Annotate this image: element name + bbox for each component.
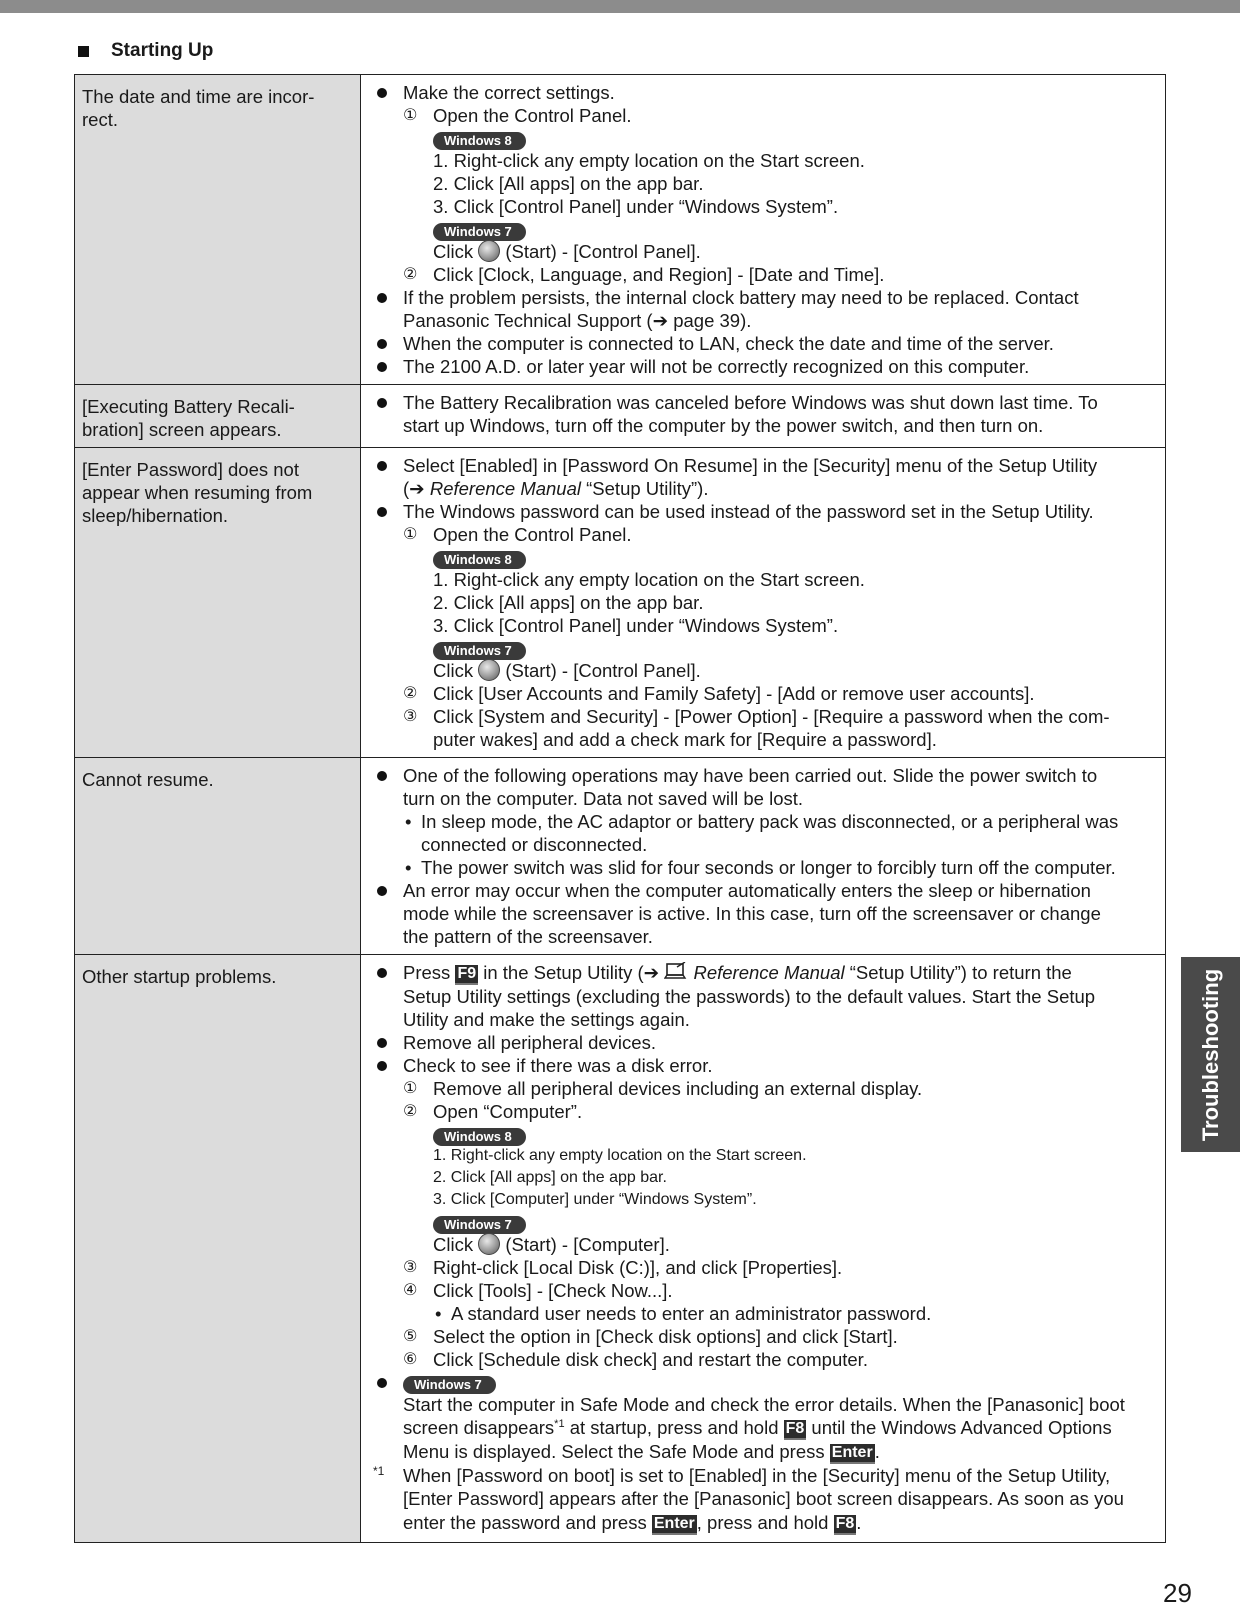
table-row — [75, 955, 1166, 1543]
table-row — [75, 758, 1166, 955]
step-number-3: ③ — [403, 708, 418, 725]
bullet-continuation: turn on the computer. Data not saved will be lost. — [403, 788, 804, 809]
solution-cell — [361, 75, 1166, 385]
bullet-continuation: Menu is displayed. Select the Safe Mode and press Enter . — [403, 1441, 880, 1462]
bullet-item: Make the correct settings. — [369, 81, 1159, 104]
windows7-badge: Windows 7 — [433, 223, 526, 241]
table-row — [75, 75, 1166, 385]
bullet-continuation: mode while the screensaver is active. In this case, turn off the screensaver or change — [403, 903, 1101, 924]
windows7-badge-row — [369, 637, 1159, 659]
windows-start-icon — [478, 240, 500, 262]
step-number-1: ① — [403, 107, 418, 124]
step-item: ⑤ Select the option in [Check disk options] and click [Start]. — [403, 1326, 898, 1347]
problem-text: sleep/hibernation. — [82, 505, 229, 526]
bullet-continuation: Panasonic Technical Support (➔ page 39). — [403, 310, 752, 331]
substep: 1. Right-click any empty location on the Start screen. — [433, 569, 865, 590]
problem-text: bration] screen appears. — [82, 419, 282, 440]
f8-key-icon: F8 — [784, 1420, 807, 1440]
windows8-badge-row — [369, 1123, 1159, 1145]
page-number: 29 — [1163, 1578, 1192, 1608]
problem-text: Cannot resume. — [82, 769, 214, 790]
solution-cell — [361, 448, 1166, 758]
bullet-item: The Battery Recalibration was canceled before Windows was shut down last time. To — [369, 391, 1159, 414]
arrow-right-icon: ➔ — [643, 962, 660, 983]
section-title — [78, 40, 213, 62]
substep: Click (Start) - [Control Panel]. — [433, 660, 701, 681]
problem-text: [Enter Password] does not — [82, 459, 299, 480]
arrow-right-icon: ➔ — [409, 478, 425, 499]
problem-text: [Executing Battery Recali- — [82, 396, 295, 417]
troubleshooting-table — [74, 74, 1166, 1543]
bullet-item: When the computer is connected to LAN, check the date and time of the server. — [369, 332, 1159, 355]
substep: 2. Click [All apps] on the app bar. — [433, 592, 704, 613]
footnote-ref: *1 — [554, 1418, 565, 1430]
section-title-text: Starting Up — [111, 40, 214, 61]
windows7-badge-row — [369, 1211, 1159, 1233]
step-item: ② Click [User Accounts and Family Safety] - [Add or remove user accounts]. — [403, 683, 1035, 704]
substep: 2. Click [All apps] on the app bar. — [433, 173, 704, 194]
problem-cell — [75, 758, 361, 955]
step-item: ① Open the Control Panel. — [403, 105, 632, 126]
bullet-item: An error may occur when the computer automatically enters the sleep or hibernation — [369, 879, 1159, 902]
problem-cell — [75, 385, 361, 448]
table-row — [75, 448, 1166, 758]
windows7-badge: Windows 7 — [403, 1376, 496, 1394]
step-item: ② Open “Computer”. — [403, 1101, 583, 1122]
step-item: ① Remove all peripheral devices including an external display. — [403, 1078, 923, 1099]
top-bar — [0, 0, 1240, 13]
solution-cell — [361, 955, 1166, 1543]
windows8-badge: Windows 8 — [433, 551, 526, 569]
bullet-item: One of the following operations may have been carried out. Slide the power switch to — [369, 764, 1159, 787]
side-section-tab — [1181, 957, 1240, 1152]
step-number-2: ② — [403, 685, 418, 702]
bullet-continuation: start up Windows, turn off the computer by the power switch, and then turn on. — [403, 415, 1044, 436]
windows8-badge: Windows 8 — [433, 132, 526, 150]
windows8-badge-row — [369, 546, 1159, 568]
problem-text: Other startup problems. — [82, 966, 277, 987]
bullet-item: The Windows password can be used instead of the password set in the Setup Utility. — [369, 500, 1159, 523]
step-item: ⑥ Click [Schedule disk check] and restart the computer. — [403, 1349, 868, 1370]
dot-item: • The power switch was slid for four seconds or longer to forcibly turn off the computer. — [369, 856, 1159, 879]
substep: Click (Start) - [Computer]. — [433, 1234, 670, 1255]
problem-cell — [75, 75, 361, 385]
problem-text: rect. — [82, 109, 118, 130]
table-row — [75, 385, 1166, 448]
reference-manual-icon — [664, 962, 688, 982]
bullet-item: The 2100 A.D. or later year will not be correctly recognized on this computer. — [369, 355, 1159, 378]
substep: 3. Click [Control Panel] under “Windows System”. — [433, 615, 839, 636]
reference-manual-link: Reference Manual — [429, 478, 581, 499]
step-number-1: ① — [403, 526, 418, 543]
step-number-2: ② — [403, 1103, 418, 1120]
bullet-item — [369, 1371, 1159, 1393]
windows-start-icon — [478, 1233, 500, 1255]
substep: 3. Click [Computer] under “Windows System”. — [433, 1191, 757, 1208]
problem-cell — [75, 448, 361, 758]
dot-continuation: connected or disconnected. — [421, 834, 648, 855]
step-item: ③ Click [System and Security] - [Power Option] - [Require a password when the com- — [403, 706, 1110, 727]
step-number-2: ② — [403, 266, 418, 283]
step-number-4: ④ — [403, 1282, 418, 1299]
arrow-right-icon: ➔ — [652, 310, 669, 331]
substep: 1. Right-click any empty location on the Start screen. — [433, 150, 865, 171]
step-continuation: puter wakes] and add a check mark for [Require a password]. — [433, 729, 937, 750]
step-number-1: ① — [403, 1080, 418, 1097]
windows7-badge: Windows 7 — [433, 1216, 526, 1234]
substep: 3. Click [Control Panel] under “Windows System”. — [433, 196, 839, 217]
windows8-badge: Windows 8 — [433, 1128, 526, 1146]
f9-key-icon: F9 — [455, 965, 478, 985]
square-bullet-icon — [78, 46, 89, 57]
problem-cell — [75, 955, 361, 1543]
footnote-mark: *1 — [373, 1464, 385, 1478]
windows8-badge-row — [369, 127, 1159, 149]
step-item: ④ Click [Tools] - [Check Now...]. — [403, 1280, 673, 1301]
substep: 2. Click [All apps] on the app bar. — [433, 1169, 667, 1186]
footnote: *1 When [Password on boot] is set to [Enabled] in the [Security] menu of the Setup Utility, — [369, 1464, 1159, 1487]
windows7-badge: Windows 7 — [433, 642, 526, 660]
bullet-continuation: Setup Utility settings (excluding the passwords) to the default values. Start the Setup — [403, 986, 1096, 1007]
footnote-continuation: enter the password and press Enter , press and hold F8 . — [403, 1512, 862, 1533]
step-number-3: ③ — [403, 1259, 418, 1276]
f8-key-icon: F8 — [834, 1515, 857, 1535]
reference-manual-link: Reference Manual — [693, 962, 845, 983]
bullet-continuation: (➔ Reference Manual “Setup Utility”). — [403, 478, 709, 499]
step-number-6: ⑥ — [403, 1351, 418, 1368]
bullet-item: Select [Enabled] in [Password On Resume] in the [Security] menu of the Setup Utility — [369, 454, 1159, 477]
bullet-continuation: Start the computer in Safe Mode and check the error details. When the [Panasonic] boot — [403, 1394, 1125, 1415]
problem-text: The date and time are incor- — [82, 86, 315, 107]
footnote-continuation: [Enter Password] appears after the [Panasonic] boot screen disappears. As soon as you — [403, 1488, 1124, 1509]
windows7-badge-row — [369, 218, 1159, 240]
bullet-item: If the problem persists, the internal clock battery may need to be replaced. Contact — [369, 286, 1159, 309]
enter-key-icon: Enter — [830, 1444, 875, 1464]
substep: Click (Start) - [Control Panel]. — [433, 241, 701, 262]
bullet-continuation: screen disappears$^{*1}$ at startup, press and hold F8 until the Windows Advanced Options — [403, 1417, 1112, 1438]
step-item: ① Open the Control Panel. — [403, 524, 632, 545]
bullet-continuation: Utility and make the settings again. — [403, 1009, 690, 1030]
windows-start-icon — [478, 659, 500, 681]
solution-cell — [361, 758, 1166, 955]
step-number-5: ⑤ — [403, 1328, 418, 1345]
enter-key-icon: Enter — [652, 1515, 697, 1535]
step-item: ② Click [Clock, Language, and Region] - [Date and Time]. — [403, 264, 885, 285]
solution-cell — [361, 385, 1166, 448]
step-item: ③ Right-click [Local Disk (C:)], and click [Properties]. — [403, 1257, 843, 1278]
bullet-continuation: the pattern of the screensaver. — [403, 926, 653, 947]
substep: 1. Right-click any empty location on the Start screen. — [433, 1147, 807, 1164]
bullet-item: Check to see if there was a disk error. — [369, 1054, 1159, 1077]
bullet-item: Press F9 in the Setup Utility (➔ Reference Manual “Setup Utility”) to return the — [369, 961, 1159, 985]
side-tab-label: Troubleshooting — [1197, 968, 1223, 1141]
dot-item: • A standard user needs to enter an administrator password. — [369, 1302, 1159, 1325]
bullet-item: Remove all peripheral devices. — [369, 1031, 1159, 1054]
dot-item: • In sleep mode, the AC adaptor or battery pack was disconnected, or a peripheral was — [369, 810, 1159, 833]
problem-text: appear when resuming from — [82, 482, 313, 503]
